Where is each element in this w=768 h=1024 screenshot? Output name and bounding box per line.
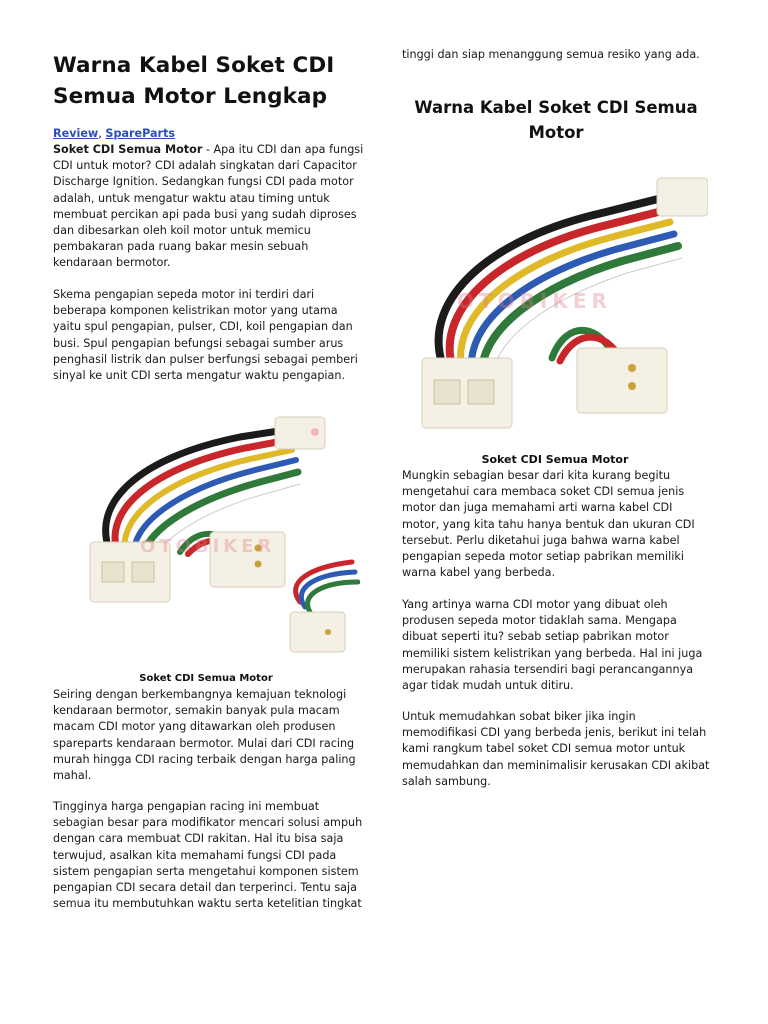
intro-lead: Soket CDI Semua Motor: [53, 143, 203, 156]
section-heading: Warna Kabel Soket CDI Semua Motor: [414, 98, 698, 142]
paragraph-continued: tinggi dan siap menanggung semua resiko yang ada.: [402, 48, 700, 61]
cdi-socket-illustration: [60, 402, 360, 664]
paragraph-racing-cdi: Seiring dengan berkembangnya kemajuan teknologi kendaraan bermotor, semakin banyak pula macam macam CDI motor yang ditawarkan oleh produsen spareparts kendaraan bermotor. Mulai dari CDI racing murah hingga CDI racing terbaik dengan harga paling mahal.: [53, 688, 356, 783]
watermark-right: OTOBIKER: [457, 289, 612, 313]
article-title: Warna Kabel Soket CDI Semua Motor Lengkap: [53, 53, 335, 109]
category-separator: ,: [98, 127, 106, 140]
intro-paragraph: [53, 142, 365, 272]
cdi-socket-illustration-2: [402, 168, 708, 440]
category-link-review[interactable]: Review: [53, 127, 99, 140]
image-caption-right: Soket CDI Semua Motor: [481, 453, 629, 466]
cdi-socket-image-left: [60, 402, 360, 664]
paragraph-different-colors: Yang artinya warna CDI motor yang dibuat oleh produsen sepeda motor tidaklah sama. Mengapa dibuat seperti itu? sebab setiap pabrikan motor memiliki sistem kelistrikan yang berbeda. Hal ini juga merupakan rahasia tersendiri bagi perancangannya agar tidak mudah untuk ditiru.: [402, 598, 703, 693]
image-caption-left: Soket CDI Semua Motor: [139, 673, 273, 684]
paragraph-ignition-scheme: Skema pengapian sepeda motor ini terdiri dari beberapa komponen kelistrikan motor yang utama yaitu spul pengapian, pulser, CDI, koil pengapian dan busi. Spul pengapian befungsi sebagai sumber arus penghasil listrik dan pulser berfungsi sebagai pemberi sinyal ke unit CDI serta mengatur waktu pengapian.: [53, 288, 358, 383]
intro-rest: - Apa itu CDI dan apa fungsi CDI untuk motor? CDI adalah singkatan dari Capacitor Discharge Ignition. Sedangkan fungsi CDI pada motor adalah, untuk mengatur waktu atau timing untuk membuat percikan api pada busi yang sudah diproses dan dibesarkan oleh koil motor untuk memicu pembakaran pada ruang bakar mesin sebuah kendaraan bermotor.: [53, 143, 364, 270]
category-link-spareparts[interactable]: SpareParts: [105, 127, 176, 140]
paragraph-cdi-rakitan: Tingginya harga pengapian racing ini membuat sebagian besar para modifikator mencari solusi ampuh dengan cara membuat CDI rakitan. Hal itu bisa saja terwujud, asalkan kita memahami fungsi CDI pada sistem pengapian serta mengetahui komponen sistem pengapian CDI secara detail dan terperinci. Tentu saja semua itu membutuhkan waktu serta ketelitian tingkat: [53, 800, 363, 911]
cdi-socket-image-right: [402, 168, 708, 440]
watermark-left: OTOBIKER: [140, 536, 276, 557]
paragraph-reading-socket: Mungkin sebagian besar dari kita kurang begitu mengetahui cara membaca soket CDI semua jenis motor dan juga memahami arti warna kabel CDI motor, yang kita tahu hanya bentuk dan ukuran CDI tersebut. Perlu diketahui juga bahwa warna kabel pengapian sepeda motor setiap pabrikan memiliki warna kabel yang berbeda.: [402, 469, 695, 580]
category-links: [53, 126, 175, 142]
paragraph-summary-table: Untuk memudahkan sobat biker jika ingin memodifikasi CDI yang berbeda jenis, berikut ini telah kami rangkum tabel soket CDI semua motor untuk memudahkan dan meminimalisir kerusakan CDI akibat salah sambung.: [402, 710, 710, 788]
